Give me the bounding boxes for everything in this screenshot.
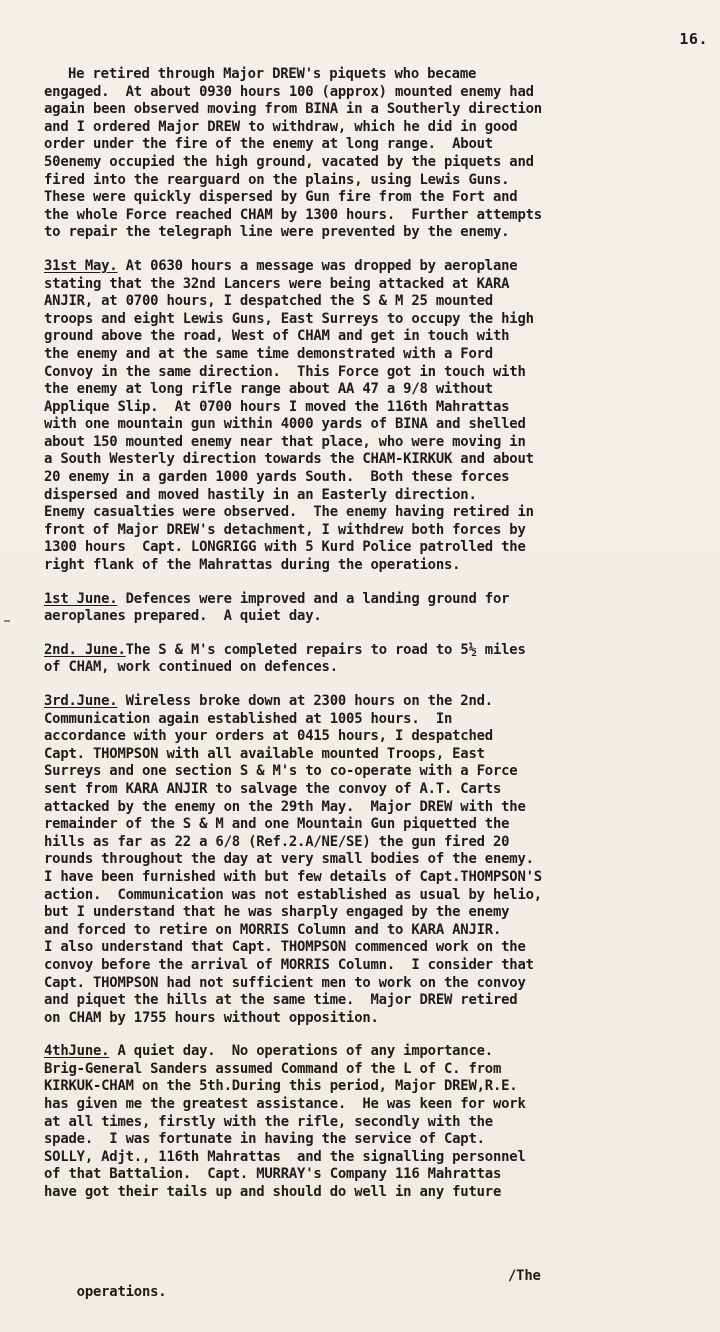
text-line: hills as far as 22 a 6/8 (Ref.2.A/NE/SE) the gun fired 20 [44, 833, 510, 850]
text-line: the whole Force reached CHAM by 1300 hours. Further attempts [44, 206, 542, 223]
text-line: have got their tails up and should do well in any future [44, 1184, 502, 1201]
text-line: with one mountain gun within 4000 yards of BINA and shelled [44, 416, 526, 433]
text-line: rounds throughout the day at very small bodies of the enemy. [44, 851, 534, 868]
text-line: has given me the greatest assistance. He was keen for work [44, 1096, 526, 1113]
text-line: convoy before the arrival of MORRIS Column. I consider that [44, 956, 534, 973]
text-line: the enemy at long rifle range about AA 47 a 9/8 without [44, 381, 493, 398]
paragraph-3rd-june [44, 693, 716, 1027]
text-line: sent from KARA ANJIR to salvage the convoy of A.T. Carts [44, 780, 502, 797]
text-line: order under the fire of the enemy at long range. About [44, 136, 493, 153]
closing-text: operations. [76, 1284, 167, 1300]
text-line: ground above the road, West of CHAM and get in touch with [44, 328, 510, 345]
text-line: I also understand that Capt. THOMPSON commenced work on the [44, 939, 526, 956]
text-line: troops and eight Lewis Guns, East Surreys to occupy the high [44, 310, 534, 327]
text-line: again been observed moving from BINA in a Southerly direction [44, 101, 542, 118]
paragraph-1st-june [44, 591, 716, 626]
text-line: a South Westerly direction towards the CHAM-KIRKUK and about [44, 451, 534, 468]
text-line: dispersed and moved hastily in an Easterly direction. [44, 486, 477, 503]
text-line: right flank of the Mahrattas during the operations. [44, 557, 461, 574]
text-fragment: Wireless broke down at 2300 hours on the 2nd. [117, 693, 493, 709]
text-line [44, 642, 716, 660]
text-line: about 150 mounted enemy near that place, who were moving in [44, 433, 526, 450]
text-line: engaged. At about 0930 hours 100 (approx) mounted enemy had [44, 83, 534, 100]
text-line: and I ordered Major DREW to withdraw, which he did in good [44, 118, 518, 135]
text-line: KIRKUK-CHAM on the 5th.During this period, Major DREW,R.E. [44, 1078, 518, 1095]
closing-line [44, 1268, 716, 1332]
text-fragment: Defences were improved and a landing ground for [117, 590, 510, 607]
text-line: Capt. THOMPSON with all available mounted Troops, East [44, 745, 485, 762]
text-line [44, 693, 716, 711]
date-heading: 1st June. [44, 590, 118, 607]
text-line: Capt. THOMPSON had not sufficient men to work on the convoy [44, 974, 526, 991]
text-line: Brig-General Sanders assumed Command of the L of C. from [44, 1060, 502, 1077]
text-line [44, 591, 716, 609]
text-line: Communication again established at 1005 hours. In [44, 710, 453, 727]
margin-mark [4, 620, 10, 622]
text-line: stating that the 32nd Lancers were being attacked at KARA [44, 275, 510, 292]
page-number: 16. [679, 30, 708, 48]
catchword: /The [508, 1268, 541, 1284]
text-line: accordance with your orders at 0415 hours, I despatched [44, 728, 493, 745]
document-body [44, 66, 716, 1218]
paragraph-2nd-june [44, 642, 716, 677]
text-line: These were quickly dispersed by Gun fire from the Fort and [44, 189, 518, 206]
date-heading: 31st May. [44, 257, 118, 274]
text-line: front of Major DREW's detachment, I withdrew both forces by [44, 521, 526, 538]
text-line [44, 258, 716, 276]
text-line: action. Communication was not established as usual by helio, [44, 886, 542, 903]
text-line: on CHAM by 1755 hours without opposition. [44, 1009, 379, 1026]
text-line: Applique Slip. At 0700 hours I moved the 116th Mahrattas [44, 398, 510, 415]
date-heading: 3rd.June. [44, 693, 118, 709]
text-line: He retired through Major DREW's piquets who became [68, 66, 477, 82]
text-line: and piquet the hills at the same time. Major DREW retired [44, 992, 518, 1009]
text-line: of that Battalion. Capt. MURRAY's Company 116 Mahrattas [44, 1166, 502, 1183]
text-line: Enemy casualties were observed. The enemy having retired in [44, 504, 534, 521]
text-line: Convoy in the same direction. This Force got in touch with [44, 363, 526, 380]
paragraph-4th-june [44, 1043, 716, 1201]
date-heading: 4thJune. [44, 1043, 110, 1060]
text-line: 50enemy occupied the high ground, vacated by the piquets and [44, 153, 534, 170]
date-heading: 2nd. June. [44, 641, 126, 658]
text-line: remainder of the S & M and one Mountain Gun piquetted the [44, 816, 510, 833]
text-line: and forced to retire on MORRIS Column and to KARA ANJIR. [44, 921, 502, 938]
text-line: 1300 hours Capt. LONGRIGG with 5 Kurd Police patrolled the [44, 539, 526, 556]
text-line: I have been furnished with but few details of Capt.THOMPSON'S [44, 868, 542, 885]
text-line: spade. I was fortunate in having the service of Capt. [44, 1131, 485, 1148]
text-line: at all times, firstly with the rifle, secondly with the [44, 1113, 493, 1130]
paragraph-continuation [44, 66, 716, 242]
text-line: but I understand that he was sharply engaged by the enemy [44, 904, 510, 921]
text-line: Surreys and one section S & M's to co-operate with a Force [44, 763, 518, 780]
text-fragment: A quiet day. No operations of any importance. [109, 1043, 493, 1060]
text-line [44, 1043, 716, 1061]
text-line: ANJIR, at 0700 hours, I despatched the S & M 25 mounted [44, 293, 493, 310]
text-line: to repair the telegraph line were prevented by the enemy. [44, 224, 510, 241]
text-line: SOLLY, Adjt., 116th Mahrattas and the signalling personnel [44, 1148, 526, 1165]
paragraph-31st-may [44, 258, 716, 575]
text-line: the enemy and at the same time demonstrated with a Ford [44, 345, 493, 362]
text-line: 20 enemy in a garden 1000 yards South. Both these forces [44, 469, 510, 486]
text-line: fired into the rearguard on the plains, using Lewis Guns. [44, 171, 510, 188]
text-line: attacked by the enemy on the 29th May. Major DREW with the [44, 798, 526, 815]
text-line: of CHAM, work continued on defences. [44, 659, 338, 676]
text-line: aeroplanes prepared. A quiet day. [44, 608, 322, 625]
text-fragment: The S & M's completed repairs to road to 5½ miles [125, 641, 526, 658]
text-fragment: At 0630 hours a message was dropped by aeroplane [117, 257, 518, 274]
